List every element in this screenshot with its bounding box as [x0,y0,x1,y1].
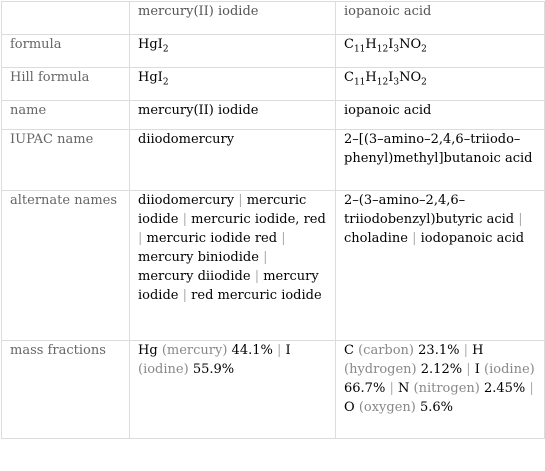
alternate-names-iopanoic [336,191,545,341]
formula-subscript: 11 [353,44,366,55]
mass-percent: 23.1% [418,343,460,358]
alternate-name: mercury iodide [138,269,319,303]
separator: | [263,250,268,265]
formula-subscript: 2 [421,77,427,88]
separator: | [463,343,468,358]
mass-percent: 66.7% [344,381,386,396]
formula-element: C [344,37,354,52]
name-iopanoic: iopanoic acid [336,101,545,130]
separator: | [466,362,471,377]
formula-element: I [157,70,163,85]
element-name: (nitrogen) [413,381,480,396]
formula-element: N [399,70,411,85]
element-symbol: I [285,343,291,358]
header-iopanoic-acid: iopanoic acid [336,2,545,35]
formula-subscript: 11 [353,77,366,88]
formula-element: N [399,37,411,52]
separator: | [277,343,282,358]
alternate-name: mercury biniodide [138,250,259,265]
formula-subscript: 2 [162,44,169,55]
formula-hgi2 [130,35,336,68]
alternate-name: mercury diiodide [138,269,251,284]
element-name: (iodine) [484,362,535,377]
mass-percent: 2.45% [483,381,526,396]
separator: | [389,381,394,396]
mass-percent: 55.9% [192,362,235,377]
formula-element: H [365,70,377,85]
formula-element: I [388,70,394,85]
separator: | [238,193,243,208]
row-label-hill-formula: Hill formula [2,68,130,101]
header-row [2,2,545,35]
mass-percent: 2.12% [420,362,463,377]
separator: | [518,212,523,227]
element-symbol: I [474,362,480,377]
iupac-name-hgi2: diiodomercury [130,130,336,191]
mass-percent: 44.1% [231,343,273,358]
alternate-name: mercuric iodide [138,193,307,227]
mass-fractions-iopanoic [336,341,545,439]
element-symbol: C [344,343,354,358]
formula-element: Hg [138,70,158,85]
formula-element: H [365,37,377,52]
formula-element: C [344,70,354,85]
table-row-hill-formula [2,68,545,101]
formula-subscript: 2 [421,44,427,55]
formula-subscript: 12 [376,77,389,88]
table-row-name [2,101,545,130]
element-name: (hydrogen) [344,362,417,377]
alternate-name: 2–(3–amino–2,4,6–triiodobenzyl)butyric acid [344,193,515,227]
formula-element: O [410,70,422,85]
formula-element: I [157,37,163,52]
element-symbol: Hg [138,343,158,358]
header-empty-cell [2,2,130,35]
formula-subscript: 3 [393,44,400,55]
separator: | [182,212,188,227]
row-label-iupac-name: IUPAC name [2,130,130,191]
separator: | [138,231,143,246]
hill-formula-iopanoic [336,68,545,101]
row-label-name: name [2,101,130,130]
alternate-name: iodopanoic acid [420,231,525,246]
formula-element: O [410,37,422,52]
name-hgi2: mercury(II) iodide [130,101,336,130]
mass-percent: 5.6% [420,400,454,415]
alternate-name: mercuric iodide, red [191,212,326,227]
element-name: (iodine) [138,362,189,377]
header-mercury-iodide: mercury(II) iodide [130,2,336,35]
alternate-name: choladine [344,231,408,246]
formula-element: Hg [138,37,158,52]
element-symbol: H [472,343,484,358]
table-row-mass-fractions [2,341,545,439]
table-row-iupac-name [2,130,545,191]
comparison-table [1,1,545,439]
mass-fractions-hgi2 [130,341,336,439]
iupac-name-iopanoic: 2–[(3–amino–2,4,6–triiodo–phenyl)methyl]butanoic acid [336,130,545,191]
element-symbol: O [344,400,355,415]
separator: | [281,231,286,246]
alternate-name: diiodomercury [138,193,235,208]
separator: | [182,288,188,303]
alternate-name: mercuric iodide red [146,231,278,246]
element-name: (carbon) [358,343,415,358]
formula-subscript: 3 [393,77,400,88]
element-name: (oxygen) [358,400,416,415]
row-label-formula: formula [2,35,130,68]
row-label-mass-fractions: mass fractions [2,341,130,439]
separator: | [529,381,534,396]
alternate-names-hgi2 [130,191,336,341]
table-row-formula [2,35,545,68]
separator: | [412,231,417,246]
formula-iopanoic [336,35,545,68]
alternate-name: red mercuric iodide [191,288,322,303]
table-row-alternate-names [2,191,545,341]
formula-subscript: 2 [162,77,169,88]
formula-subscript: 12 [376,44,389,55]
element-symbol: N [397,381,410,396]
hill-formula-hgi2 [130,68,336,101]
separator: | [254,269,260,284]
row-label-alternate-names: alternate names [2,191,130,341]
formula-element: I [388,37,394,52]
element-name: (mercury) [161,343,228,358]
